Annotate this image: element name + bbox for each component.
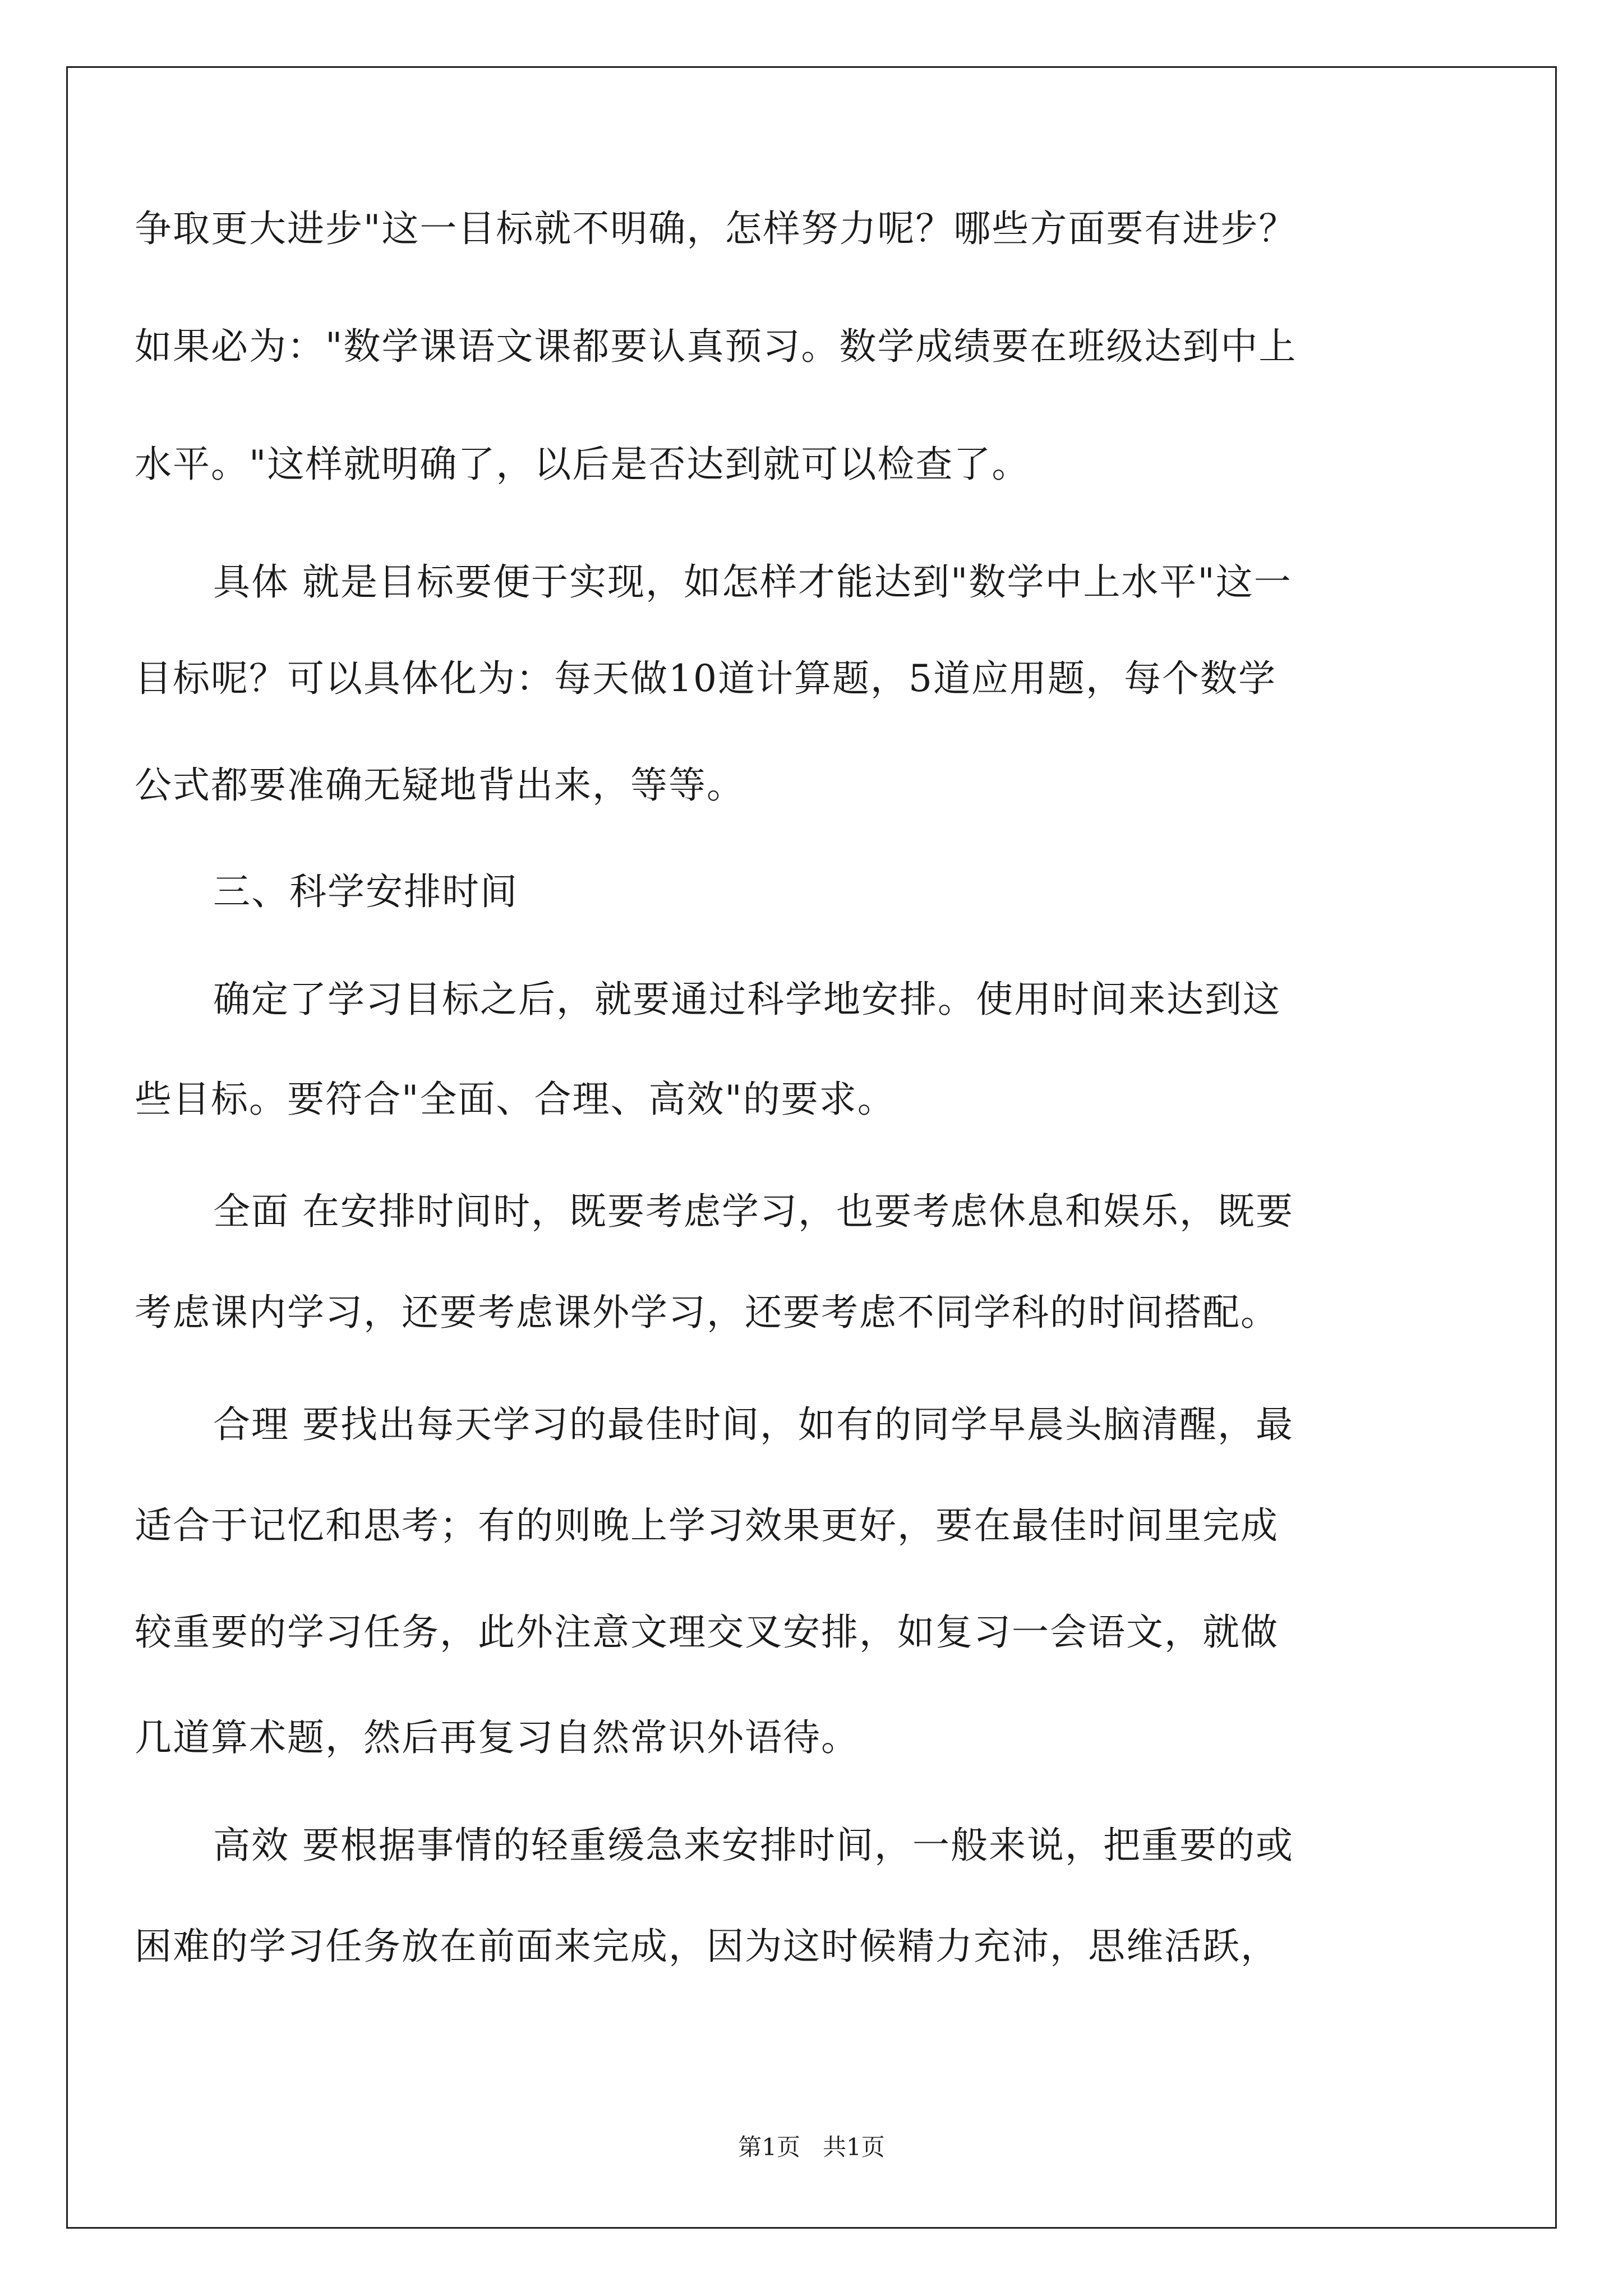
page-footer bbox=[0, 2131, 1623, 2164]
text-line: 几道算术题，然后再复习自然常识外语待。 bbox=[135, 1716, 859, 1759]
paragraph-start-line: 确定了学习目标之后，就要通过科学地安排。使用时间来达到这 bbox=[213, 978, 1281, 1021]
paragraph-start-line: 具体 就是目标要便于实现，如怎样才能达到"数学中上水平"这一 bbox=[213, 560, 1292, 604]
paragraph-start-line: 合理 要找出每天学习的最佳时间，如有的同学早晨头脑清醒，最 bbox=[213, 1403, 1294, 1446]
page-border bbox=[66, 66, 1557, 2229]
page-total: 共1页 bbox=[823, 2133, 885, 2161]
text-line: 如果必为："数学课语文课都要认真预习。数学成绩要在班级达到中上 bbox=[135, 325, 1297, 368]
text-line: 困难的学习任务放在前面来完成，因为这时候精力充沛，思维活跃， bbox=[135, 1925, 1279, 1968]
text-line: 较重要的学习任务，此外注意文理交叉安排，如复习一会语文，就做 bbox=[135, 1611, 1279, 1654]
text-line: 些目标。要符合"全面、合理、高效"的要求。 bbox=[135, 1078, 896, 1121]
paragraph-start-line: 高效 要根据事情的轻重缓急来安排时间，一般来说，把重要的或 bbox=[213, 1824, 1294, 1867]
text-line: 适合于记忆和思考；有的则晚上学习效果更好，要在最佳时间里完成 bbox=[135, 1504, 1279, 1547]
paragraph-start-line: 全面 在安排时间时，既要考虑学习，也要考虑休息和娱乐，既要 bbox=[213, 1190, 1294, 1233]
text-line: 考虑课内学习，还要考虑课外学习，还要考虑不同学科的时间搭配。 bbox=[135, 1291, 1279, 1334]
text-line: 争取更大进步"这一目标就不明确，怎样努力呢？哪些方面要有进步？ bbox=[135, 207, 1297, 250]
section-heading: 三、科学安排时间 bbox=[213, 870, 518, 913]
text-line: 公式都要准确无疑地背出来，等等。 bbox=[135, 763, 745, 807]
text-line: 水平。"这样就明确了，以后是否达到就可以检查了。 bbox=[135, 443, 1030, 486]
text-line: 目标呢？可以具体化为：每天做10道计算题，5道应用题，每个数学 bbox=[135, 657, 1276, 700]
page-number: 第1页 bbox=[738, 2133, 800, 2161]
